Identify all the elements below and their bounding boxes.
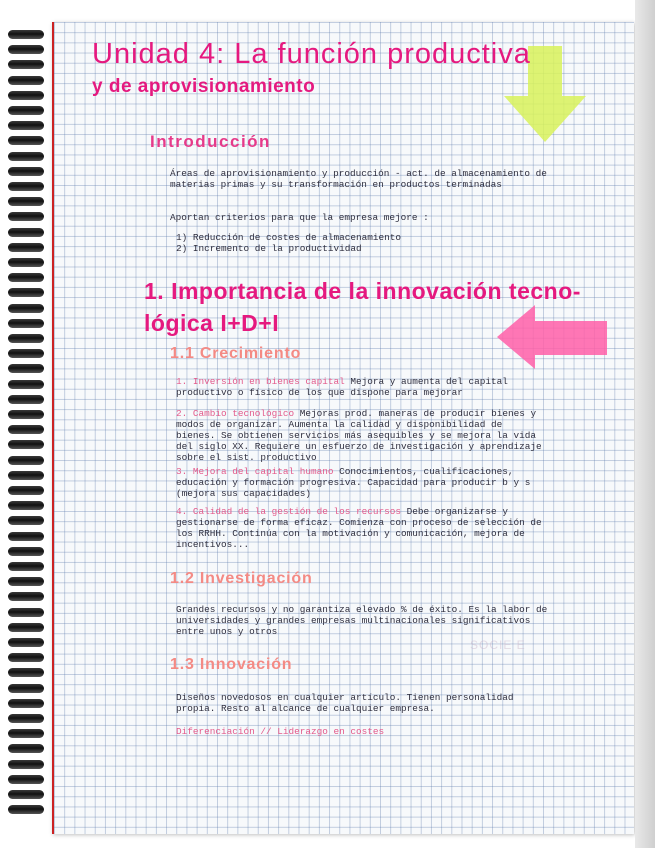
intro-paragraph: Áreas de aprovisionamiento y producción - act. de almacenamiento de materias primas y su transformación en productos terminadas xyxy=(170,168,547,190)
spiral-ring xyxy=(8,623,44,632)
intro-item-2: 2) Incremento de la productividad xyxy=(176,243,362,254)
spiral-ring xyxy=(8,653,44,662)
spiral-ring xyxy=(8,304,44,313)
spiral-ring xyxy=(8,182,44,191)
investigacion-heading: 1.2 Investigación xyxy=(170,570,313,587)
spiral-ring xyxy=(8,106,44,115)
spiral-ring xyxy=(8,608,44,617)
spiral-ring xyxy=(8,288,44,297)
spiral-ring xyxy=(8,425,44,434)
crecimiento-point-1 xyxy=(176,376,546,398)
spiral-ring xyxy=(8,760,44,769)
spiral-ring xyxy=(8,273,44,282)
bleed-through-text: SOCIE E xyxy=(470,638,526,652)
spiral-ring xyxy=(8,744,44,753)
spiral-ring xyxy=(8,258,44,267)
spiral-ring xyxy=(8,456,44,465)
spiral-ring xyxy=(8,319,44,328)
spiral-ring xyxy=(8,349,44,358)
intro-heading: Introducción xyxy=(150,132,271,151)
crecimiento-point-4 xyxy=(176,506,546,550)
innovacion-footer-line: Diferenciación // Liderazgo en costes xyxy=(176,726,385,737)
spiral-ring xyxy=(8,714,44,723)
spiral-ring xyxy=(8,212,44,221)
crecimiento-point-2 xyxy=(176,408,546,463)
spiral-ring xyxy=(8,197,44,206)
spiral-ring xyxy=(8,592,44,601)
spiral-ring xyxy=(8,547,44,556)
spiral-ring xyxy=(8,395,44,404)
spiral-ring xyxy=(8,136,44,145)
spiral-ring xyxy=(8,364,44,373)
spiral-ring xyxy=(8,228,44,237)
spiral-ring xyxy=(8,775,44,784)
section-1-heading-line-1: 1. Importancia de la innovación tecno- xyxy=(144,278,581,304)
crecimiento-point-3 xyxy=(176,466,546,499)
spiral-ring xyxy=(8,380,44,389)
crecimiento-point-1-text: Mejora y aumenta del capital productivo o físico de los que dispone para mejorar xyxy=(176,376,508,398)
spiral-ring xyxy=(8,729,44,738)
spiral-ring xyxy=(8,440,44,449)
pink-left-arrow-icon xyxy=(495,303,610,371)
spiral-ring xyxy=(8,532,44,541)
spiral-ring xyxy=(8,471,44,480)
innovacion-text: Diseños novedosos en cualquier artículo. Tienen personalidad propia. Resto al alcance de cualquier empresa. xyxy=(176,692,514,714)
crecimiento-point-4-label: 4. Calidad de la gestión de los recursos xyxy=(176,506,402,517)
spiral-ring xyxy=(8,668,44,677)
crecimiento-point-2-text: Mejoras prod. maneras de producir bienes y modos de organizar. Aumenta la calidad y disponibilidad de bienes. Se obtienen servicios más asequibles y se mejora la vida del siglo XX. Requiere un esfuerzo de investigación y aprendizaje sobre el sist. productivo xyxy=(176,408,542,463)
spiral-ring xyxy=(8,91,44,100)
spiral-ring xyxy=(8,516,44,525)
spiral-ring xyxy=(8,790,44,799)
crecimiento-heading: 1.1 Crecimiento xyxy=(170,345,302,362)
investigacion-text: Grandes recursos y no garantiza elevado % de éxito. Es la labor de universidades y grandes empresas multinacionales significativos entre unos y otros xyxy=(176,604,548,637)
unit-title: Unidad 4: La función productiva xyxy=(92,38,531,70)
spiral-ring xyxy=(8,638,44,647)
section-1-heading-line-2: lógica I+D+I xyxy=(144,310,280,336)
spiral-ring xyxy=(8,243,44,252)
spiral-binding xyxy=(8,30,48,830)
spiral-ring xyxy=(8,121,44,130)
spiral-ring xyxy=(8,152,44,161)
spiral-ring xyxy=(8,699,44,708)
spiral-ring xyxy=(8,60,44,69)
crecimiento-point-2-label: 2. Cambio tecnológico xyxy=(176,408,295,419)
notebook-cover-edge xyxy=(635,0,655,848)
spiral-ring xyxy=(8,577,44,586)
crecimiento-point-1-label: 1. Inversión en bienes capital xyxy=(176,376,345,387)
spiral-ring xyxy=(8,167,44,176)
crecimiento-point-4-text: Debe organizarse y gestionarse de forma eficaz. Comienza con proceso de selección de los RRHH. Continúa con la motivación y comunicación, mejora de incentivos... xyxy=(176,506,542,550)
spiral-ring xyxy=(8,76,44,85)
spiral-ring xyxy=(8,501,44,510)
unit-subtitle: y de aprovisionamiento xyxy=(92,76,316,97)
intro-item-1: 1) Reducción de costes de almacenamiento xyxy=(176,232,402,243)
spiral-ring xyxy=(8,45,44,54)
crecimiento-point-3-text: Conocimientos, cualificaciones, educación y formación progresiva. Capacidad para producir b y s (mejora sus capacidades) xyxy=(176,466,531,499)
spiral-ring xyxy=(8,805,44,814)
crecimiento-point-3-label: 3. Mejora del capital humano xyxy=(176,466,334,477)
spiral-ring xyxy=(8,30,44,39)
spiral-ring xyxy=(8,410,44,419)
spiral-ring xyxy=(8,334,44,343)
innovacion-heading: 1.3 Innovación xyxy=(170,656,293,673)
spiral-ring xyxy=(8,684,44,693)
intro-lead: Aportan criterios para que la empresa mejore : xyxy=(170,212,429,223)
spiral-ring xyxy=(8,486,44,495)
spiral-ring xyxy=(8,562,44,571)
